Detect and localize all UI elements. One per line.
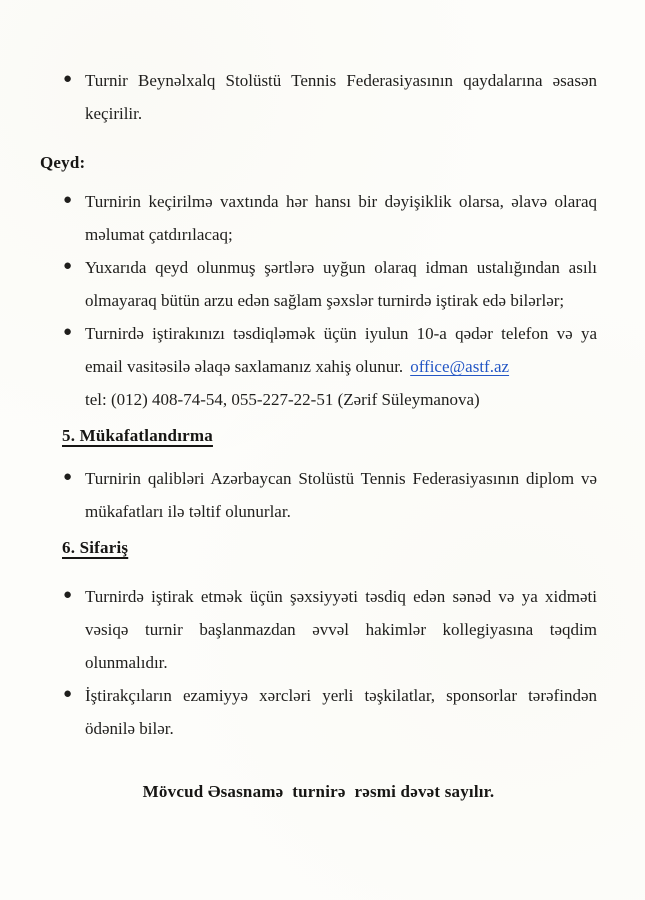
contact-bullet-item <box>40 317 597 416</box>
note-section-heading: Qeyd: <box>40 153 86 172</box>
bullet-icon: ● <box>63 686 73 702</box>
bullet-icon: ● <box>63 192 73 208</box>
section6-heading: 6. Sifariş <box>62 538 129 557</box>
telephone-line: tel: (012) 408-74-54, 055-227-22-51 (Zərif Süleymanova) <box>85 390 480 409</box>
section6-bullet-item <box>40 679 597 745</box>
section5-bullet-text: Turnirin qalibləri Azərbaycan Stolüstü Tennis Federasiyasının diplom və mükafatları ilə təltif olunurlar. <box>85 469 597 521</box>
bullet-icon: ● <box>63 469 73 485</box>
section5-bullet-item <box>40 462 597 528</box>
section5-heading: 5. Mükafatlandırma <box>62 426 213 445</box>
intro-bullet-text: Turnir Beynəlxalq Stolüstü Tennis Federasiyasının qaydalarına əsasən keçirilir. <box>85 71 597 123</box>
note-bullet-text: Turnirin keçirilmə vaxtında hər hansı bir dəyişiklik olarsa, əlavə olaraq məlumat çatdırılacaq; <box>85 192 597 244</box>
note-bullet-item <box>40 185 597 251</box>
bullet-icon: ● <box>63 587 73 603</box>
email-link[interactable]: office@astf.az <box>410 357 510 376</box>
bullet-icon: ● <box>63 324 73 340</box>
intro-bullet-item <box>40 64 597 130</box>
section6-bullet-item <box>40 580 597 679</box>
bullet-icon: ● <box>63 71 73 87</box>
note-bullet-item <box>40 251 597 317</box>
contact-bullet-text: Turnirdə iştirakınızı təsdiqləmək üçün iyulun 10-a qədər telefon və ya email vasitəsilə əlaqə saxlamanız xahiş olunur. <box>85 324 597 376</box>
section6-bullet-text: Turnirdə iştirak etmək üçün şəxsiyyəti təsdiq edən sənəd və ya xidməti vəsiqə turnir başlanmazdan əvvəl hakimlər kollegiyasına təqdim olunmalıdır. <box>85 587 597 672</box>
section6-bullet-text: İştirakçıların ezamiyyə xərcləri yerli təşkilatlar, sponsorlar tərəfindən ödənilə bilər. <box>85 686 597 738</box>
bullet-icon: ● <box>63 258 73 274</box>
closing-statement: Mövcud Əsasnamə turnirə rəsmi dəvət sayılır. <box>142 782 495 801</box>
note-bullet-text: Yuxarıda qeyd olunmuş şərtlərə uyğun olaraq idman ustalığından asılı olmayaraq bütün arzu edən sağlam şəxslər turnirdə iştirak edə bilərlər; <box>85 258 597 310</box>
